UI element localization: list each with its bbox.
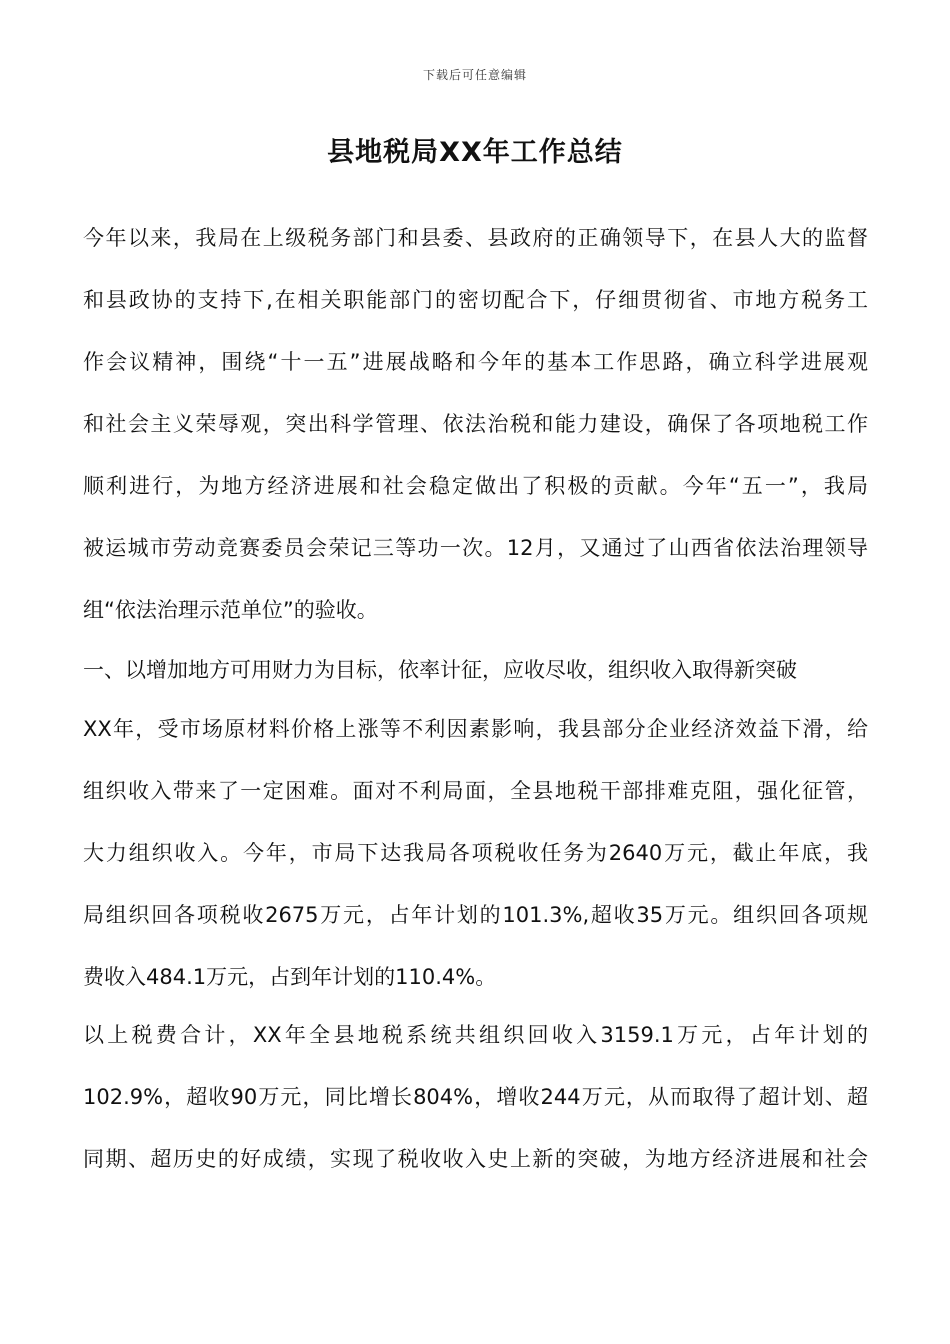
- paragraph-line: 顺利进行，为地方经济进展和社会稳定做出了积极的贡献。今年“五一”，我局: [83, 474, 868, 498]
- paragraph-line: 今年以来，我局在上级税务部门和县委、县政府的正确领导下，在县人大的监督: [83, 226, 868, 250]
- paragraph-line: 和县政协的支持下,在相关职能部门的密切配合下，仔细贯彻省、市地方税务工: [83, 288, 868, 312]
- section-heading: 一、以增加地方可用财力为目标，依率计征，应收尽收，组织收入取得新突破: [83, 658, 797, 682]
- paragraph-line: 同期、超历史的好成绩，实现了税收收入史上新的突破，为地方经济进展和社会: [83, 1147, 868, 1171]
- paragraph-line: 局组织回各项税收2675万元，占年计划的101.3%,超收35万元。组织回各项规: [83, 903, 868, 927]
- paragraph-line: 被运城市劳动竞赛委员会荣记三等功一次。12月，又通过了山西省依法治理领导: [83, 536, 868, 560]
- paragraph-line: 费收入484.1万元，占到年计划的110.4%。: [83, 965, 497, 989]
- paragraph-line: 作会议精神，围绕“十一五”进展战略和今年的基本工作思路，确立科学进展观: [83, 350, 868, 374]
- paragraph-line: 以上税费合计，XX年全县地税系统共组织回收入3159.1万元，占年计划的: [83, 1023, 868, 1047]
- paragraph-line: 大力组织收入。今年，市局下达我局各项税收任务为2640万元，截止年底，我: [83, 841, 868, 865]
- paragraph-line: XX年，受市场原材料价格上涨等不利因素影响，我县部分企业经济效益下滑，给: [83, 717, 868, 741]
- document-title: 县地税局XX年工作总结: [327, 137, 623, 168]
- paragraph-line: 和社会主义荣辱观，突出科学管理、依法治税和能力建设，确保了各项地税工作: [83, 412, 868, 436]
- paragraph-line: 102.9%，超收90万元，同比增长804%，增收244万元，从而取得了超计划、超: [83, 1085, 868, 1109]
- paragraph-line: 组织收入带来了一定困难。面对不利局面，全县地税干部排难克阻，强化征管，: [83, 779, 868, 803]
- header-note: 下载后可任意编辑: [422, 68, 527, 82]
- paragraph-line: 组“依法治理示范单位”的验收。: [83, 598, 378, 622]
